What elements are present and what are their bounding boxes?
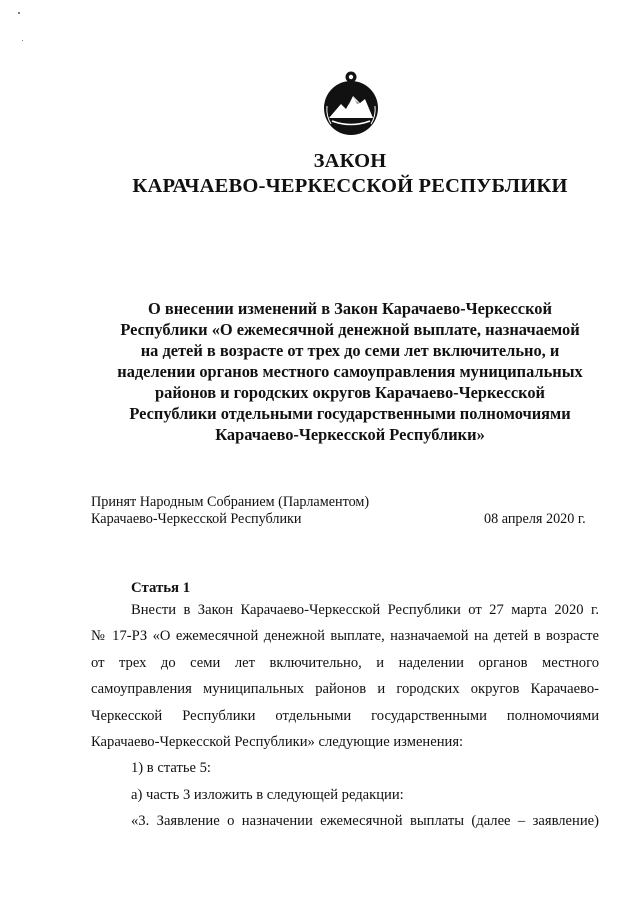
- adoption-date: 08 апреля 2020 г.: [484, 511, 586, 527]
- article-line: Карачаево-Черкесской Республики» следующие изменения:: [91, 734, 464, 751]
- republic-emblem-icon: [322, 70, 380, 138]
- article-line: «3. Заявление о назначении ежемесячной выплаты (далее – заявление): [131, 813, 599, 830]
- subject-line: Карачаево-Черкесской Республики»: [215, 425, 485, 444]
- subject-line: О внесении изменений в Закон Карачаево-Черкесской: [148, 299, 552, 318]
- subject-line: районов и городских округов Карачаево-Черкесской: [155, 383, 545, 402]
- subject-line: Республики «О ежемесячной денежной выплате, назначаемой: [120, 320, 580, 339]
- article-line: Черкесской Республики отдельными государственными полномочиями: [91, 707, 599, 724]
- law-title: ЗАКОН: [313, 150, 387, 172]
- scan-speck: [22, 40, 23, 41]
- adoption-line-2: Карачаево-Черкесской Республики: [91, 511, 302, 527]
- scan-speck: [18, 12, 20, 14]
- article-line: № 17-РЗ «О ежемесячной денежной выплате, назначаемой на детей в возрасте: [91, 628, 599, 645]
- article-line: самоуправления муниципальных районов и городских округов Карачаево-: [91, 681, 599, 698]
- subject-line: на детей в возрасте от трех до семи лет включительно, и: [140, 341, 560, 360]
- article-line: Внести в Закон Карачаево-Черкесской Республики от 27 марта 2020 г.: [131, 602, 599, 618]
- article-line: а) часть 3 изложить в следующей редакции:: [131, 786, 404, 803]
- law-subject: [90, 298, 610, 445]
- article-body: [91, 597, 599, 835]
- subject-line: Республики отдельными государственными полномочиями: [129, 404, 571, 423]
- adoption-line-1: Принят Народным Собранием (Парламентом): [91, 494, 370, 510]
- republic-title: КАРАЧАЕВО-ЧЕРКЕССКОЙ РЕСПУБЛИКИ: [132, 175, 568, 197]
- subject-line: наделении органов местного самоуправления муниципальных: [117, 362, 583, 381]
- article-line: 1) в статье 5:: [131, 760, 211, 777]
- article-title: Статья 1: [131, 580, 191, 596]
- article-line: от трех до семи лет включительно, и наделении органов местного: [91, 654, 599, 671]
